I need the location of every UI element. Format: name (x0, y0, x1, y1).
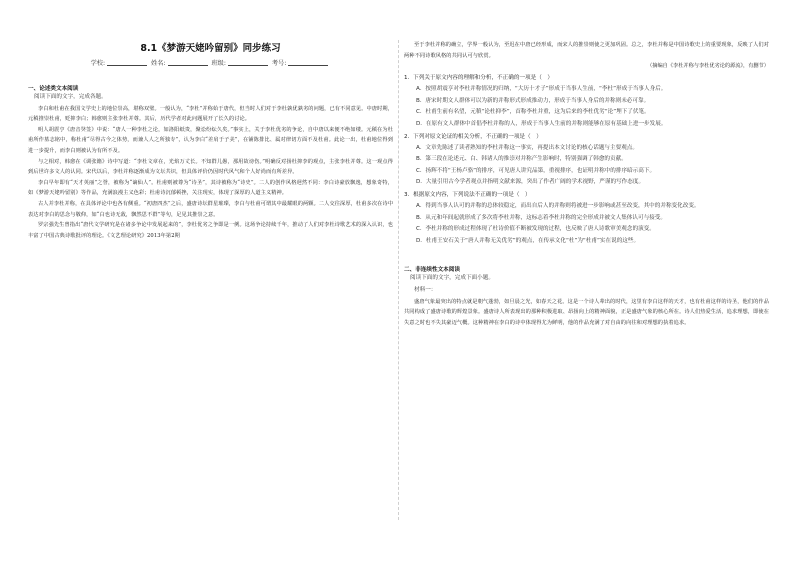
question-1-option-b[interactable]: B．唐宋时期文人群体可以为新的并称形式形成推动力，形成于当事人身后的并称则未必可靠。 (416, 97, 650, 104)
paragraph: 至于李杜并称的确立，学界一般认为，至迟在中唐已经形成，而宋人的推崇则使之更加巩固。总之，李杜并称是中国诗歌史上的重要现象，反映了人们对两种不同诗歌风格的共同认可与欣赏。 (404, 42, 769, 59)
paragraph: 罗宗强先生曾指出“唐代文学研究是在诸多争论中发展起来的”，李杜优劣之争即是一例。这场争论持续千年，推动了人们对李杜诗歌艺术的深入认识，也丰富了中国古典诗歌批评的理论。《文艺理论研究》2013年第2期 (28, 222, 393, 239)
paragraph: 古人并李杜并称，在具体评论中也各有侧重。“初唐四杰”之后，盛唐诗坛群星璀璨，李白与杜甫可谓其中最耀眼的两颗。二人交往深厚，杜甫多次在诗中表达对李白的思念与敬仰，如“白也诗无敌，飘然思不群”等句，足见其推崇之意。 (28, 200, 393, 218)
question-2-option-b[interactable]: B．第三段在论述元、白、韩诸人的推崇对并称产生影响时，特别强调了韩愈的贡献。 (416, 156, 627, 163)
class-label: 班级: (211, 60, 226, 67)
paragraph: 盛唐气象最突出的特点就是朝气蓬勃，如旦晨之光，如春天之花。这是一个诗人辈出的时代，这里有李白这样的天才，也有杜甫这样的诗圣，他们的作品共同构成了盛唐诗歌的辉煌景象。盛唐诗人所表现出的那种积极进取、昂扬向上的精神面貌，正是盛唐气象的核心所在。诗人们热爱生活，追求理想，即使在失意之时也不失其豪迈气概。这种精神在李白的诗中体现得尤为鲜明，他的作品充满了对自由的向往和对理想的执着追求。 (404, 298, 769, 326)
instruction-1: 阅读下面的文字，完成各题。 (34, 94, 107, 100)
paragraph: 与之相对，韩愈在《调张籍》诗中写道：“李杜文章在，光焰万丈长。不知群儿愚，那用故谤伤。”明确反对扬杜抑李的观点，主张李杜并尊。这一观点得到后世许多文人的认同。宋代以后，李杜并称逐渐成为文坛共识，但具体评价仍因时代风气和个人好尚而有所差异。 (28, 158, 393, 176)
question-2-stem: 2．下列对原文论证的相关分析，不正确的一项是（ ） (404, 133, 542, 140)
question-3-stem: 3．根据原文内容，下列说法不正确的一项是（ ） (404, 191, 531, 198)
question-1-stem: 1．下列关于原文内容的理解和分析，不正确的一项是（ ） (404, 75, 553, 82)
name-field[interactable] (168, 65, 208, 66)
question-3-option-c[interactable]: C．李杜并称的形成过程体现了杜诗价值不断被发现的过程，也反映了唐人诗歌审美观念的演变。 (416, 226, 655, 233)
question-1-option-a[interactable]: A．按照胡震亨对李杜并称情况的归纳，“大历十才子”形成于当事人生前，“李杜”形成于当事人身后。 (416, 86, 667, 93)
school-field[interactable] (107, 65, 147, 66)
exam-no-field[interactable] (288, 65, 328, 66)
page-title: 8.1《梦游天姥吟留别》同步练习 (140, 43, 281, 54)
material-label: 材料一： (414, 286, 437, 293)
column-divider (398, 40, 399, 520)
question-1-option-d[interactable]: D．在原有文人群体中首倡李杜并称的人，形成于当事人生前的并称则能够在原有基础上进一步发展。 (416, 120, 667, 127)
question-2-option-c[interactable]: C．扬辉不将“王杨卢骆”的排序，可见唐人讲究品第，重视排序，也证明并称中的排序暗示高下。 (416, 167, 656, 174)
paragraph: 李白和杜甫在我国文学史上的地位崇高，堪称双璧。一般认为，“李杜”并称始于唐代，但当时人们对于李杜孰优孰劣的问题，已有不同意见。中唐时期，元稹推崇杜甫，贬抑李白；韩愈则主张李杜并尊。其后，历代学者对此问题展开了长久的讨论。 (28, 105, 393, 123)
question-3-option-b[interactable]: B．从元和年间起就形成了多次将李杜并称，这标志着李杜并称的完全形成并被文人集体认可与接受。 (416, 214, 666, 221)
right-column (404, 40, 769, 328)
paragraph: 明人胡震亨《唐音癸签》中说：“唐人一种李杜之论，如洛阳纸贵，聚讼纷纭久矣。”事实上，关于李杜优劣的争论，自中唐以来便不绝如缕。元稹在为杜甫所作墓志铭中，称杜甫“尽得古今之体势，而兼人人之所独专”，认为李白“差肩于子美”，在铺陈排比、属对律切方面不及杜甫。此论一出，杜甫地位得到进一步提升，而李白则被认为有所不及。 (28, 126, 393, 154)
instruction-2: 阅读下面的文字，完成下面小题。 (410, 275, 494, 282)
exam-no-label: 考号: (271, 60, 287, 67)
question-2-option-d[interactable]: D．大量引用古今学者观点并指明文献来源，突出了作者广阔的学术视野，严谨的写作态度。 (416, 179, 645, 186)
paragraph: 李白早年即有“天才英丽”之誉，被称为“谪仙人”。杜甫则被尊为“诗圣”，其诗被称为“诗史”。二人的创作风格迥然不同：李白诗豪放飘逸，想象奇特，如《梦游天姥吟留别》等作品，充满浪漫主义色彩；杜甫诗沉郁顿挫，关注现实，体现了深厚的人道主义精神。 (28, 179, 393, 197)
question-2-option-a[interactable]: A．文章先陈述了读者熟知的李杜并称这一事实，再提出本文讨论的核心话题与主要观点。 (416, 144, 638, 151)
name-label: 姓名: (151, 60, 166, 67)
section-heading-1: 一、论述类文本阅读 (28, 86, 79, 92)
question-3-option-d[interactable]: D．杜甫王安石关于“唐人并称无关优劣”的观点，在传承文化“杜”为“杜甫”实在说的这些。 (416, 237, 640, 244)
student-info-line (28, 58, 393, 67)
citation: （摘编自《李杜并称与李杜优劣论的源流》，有删节） (647, 63, 769, 70)
class-field[interactable] (228, 65, 268, 66)
section-heading-2: 二、非连续性文本阅读 (404, 267, 460, 274)
question-3-option-a[interactable]: A．得到当事人认可的并称的总体较稳定，而出自后人的并称则将被进一步影响或甚至改变，其中的并称变化改变。 (416, 202, 700, 209)
school-label: 学校: (90, 60, 106, 67)
left-column (28, 84, 393, 241)
question-1-option-c[interactable]: C．杜甫生前有名望，元稹“论杜抑李”，首称李杜并重，这为后来的李杜优劣“论”埋下了伏笔。 (416, 109, 650, 116)
